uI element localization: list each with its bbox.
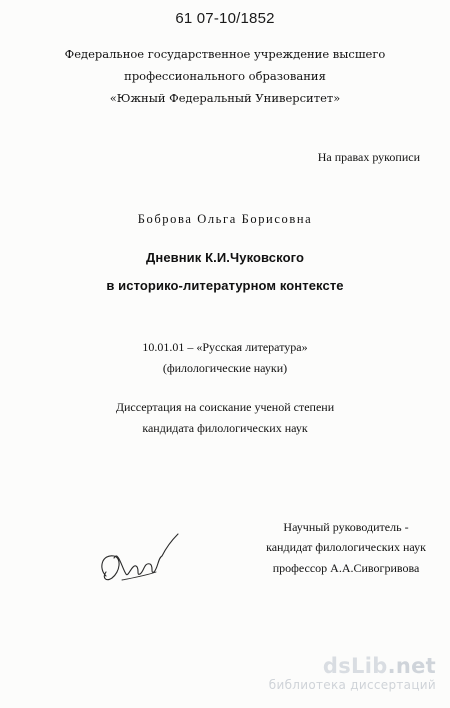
watermark-brand-main: dsLib — [322, 654, 388, 678]
supervisor-name: профессор А.А.Сивогривова — [272, 561, 420, 575]
supervisor-label: Научный руководитель - — [283, 520, 409, 534]
watermark-brand-tld: .net — [387, 654, 436, 678]
dslib-watermark — [269, 655, 436, 693]
institution-line-1: Федеральное государственное учреждение высшего — [64, 47, 386, 61]
institution-line-3: «Южный Федеральный Университет» — [109, 91, 341, 105]
rights-note: На правах рукописи — [317, 150, 420, 164]
degree-line-1: Диссертация на соискание ученой степени — [115, 400, 335, 414]
author-name: Боброва Ольга Борисовна — [137, 212, 313, 226]
institution-line-2: профессионального образования — [124, 69, 326, 83]
thesis-title-line-1: Дневник К.И.Чуковского — [146, 250, 304, 265]
handwritten-signature — [92, 528, 182, 598]
supervisor-degree: кандидат филологических наук — [266, 540, 426, 554]
degree-line-2: кандидата филологических наук — [142, 421, 308, 435]
specialty-field: (филологические науки) — [162, 361, 288, 375]
registration-number: 61 07-10/1852 — [175, 10, 275, 27]
thesis-title-line-2: в историко-литературном контексте — [106, 278, 344, 293]
watermark-subtitle: библиотека диссертаций — [268, 678, 436, 692]
watermark-brand — [269, 655, 436, 677]
specialty-code: 10.01.01 – «Русская литература» — [142, 340, 308, 354]
